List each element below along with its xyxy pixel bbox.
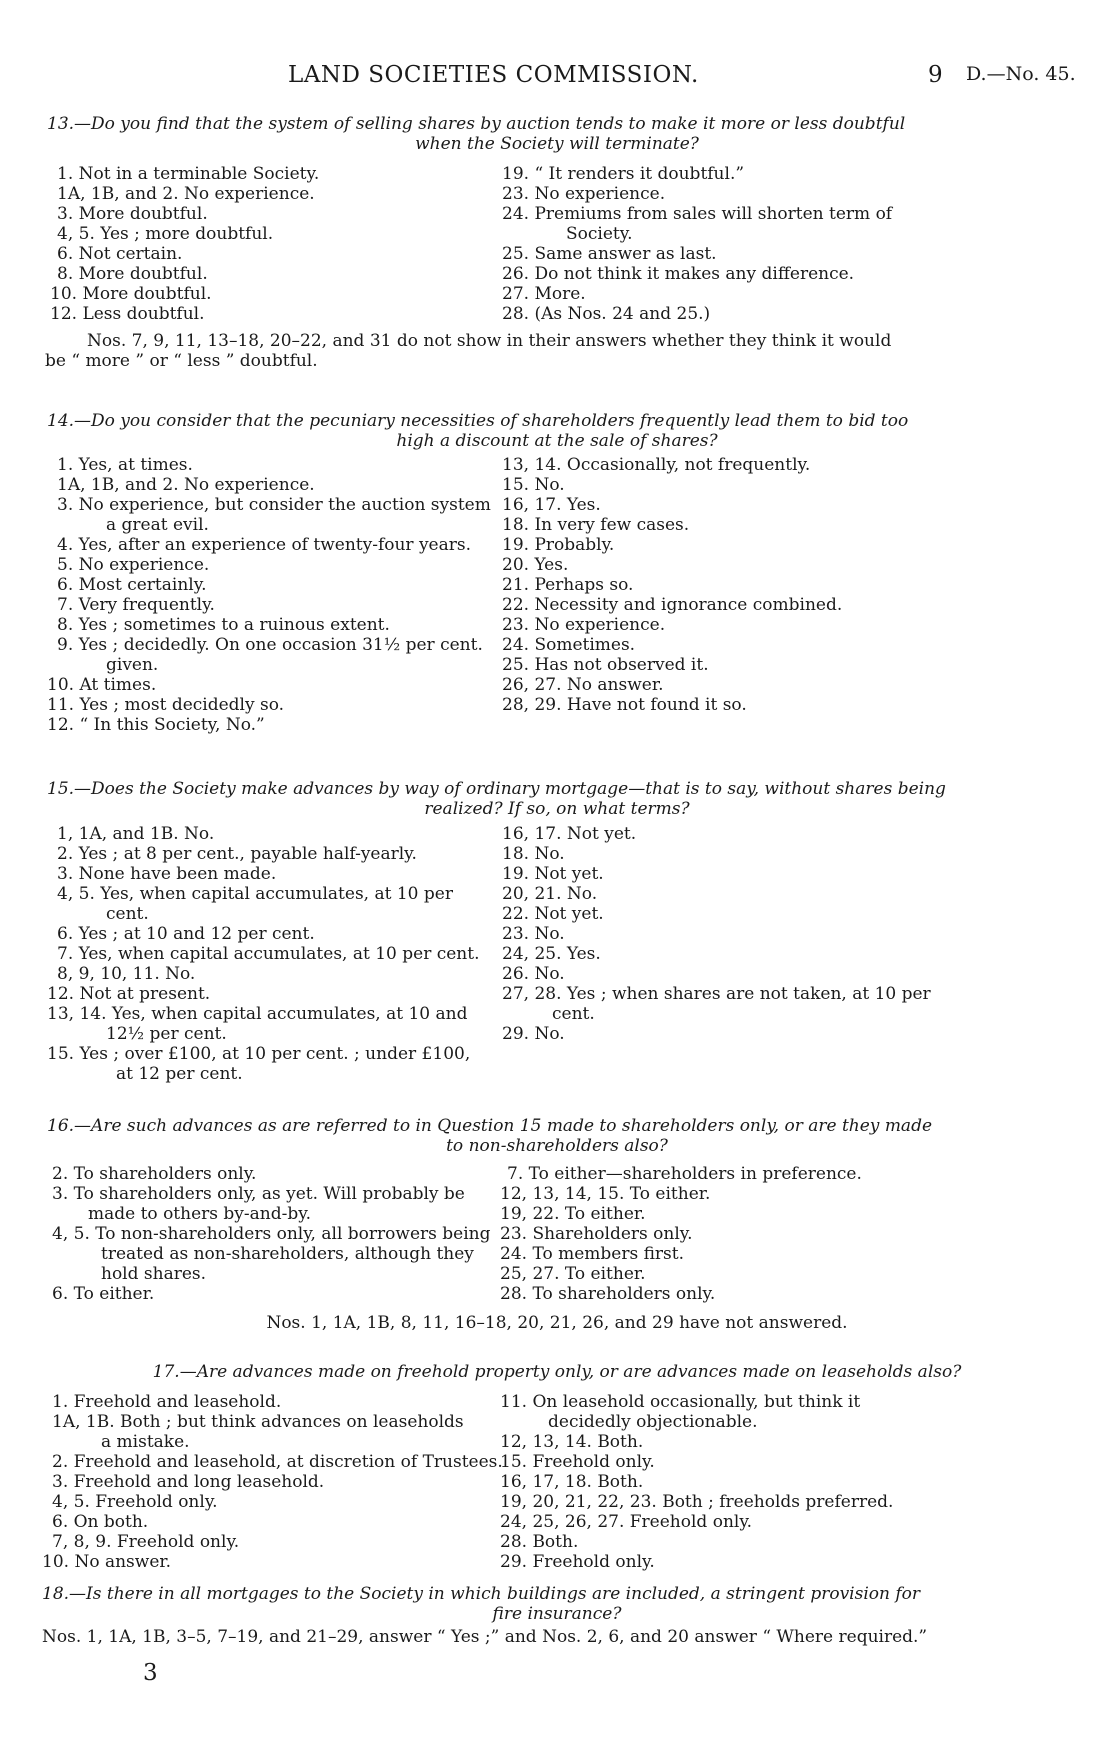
answer-item: 4. Yes, after an experience of twenty-four years. — [57, 535, 472, 555]
answer-item: 27, 28. Yes ; when shares are not taken, at 10 per — [502, 984, 931, 1004]
answer-item: 18. No. — [502, 844, 565, 864]
answer-item: 26. Do not think it makes any difference. — [502, 264, 855, 284]
answer-item: 28, 29. Have not found it so. — [502, 695, 747, 715]
answer-item: 29. No. — [502, 1024, 565, 1044]
answer-item: 23. No experience. — [502, 184, 666, 204]
answer-item: given. — [106, 655, 159, 675]
answer-item: 13, 14. Occasionally, not frequently. — [502, 455, 811, 475]
answer-item: 6. Most certainly. — [57, 575, 207, 595]
answer-item: 19. Not yet. — [502, 864, 604, 884]
answer-item: 15. Freehold only. — [500, 1452, 655, 1472]
question-14-continued: high a discount at the sale of shares? — [396, 431, 718, 451]
answer-item: 6. Yes ; at 10 and 12 per cent. — [57, 924, 315, 944]
question-16-note: Nos. 1, 1A, 1B, 8, 11, 16–18, 20, 21, 26, and 29 have not answered. — [266, 1313, 848, 1333]
answer-item: 27. More. — [502, 284, 586, 304]
answer-item: 4, 5. Yes ; more doubtful. — [57, 224, 274, 244]
question-14: 14.—Do you consider that the pecuniary necessities of shareholders frequently lead them to bid too — [47, 411, 909, 431]
answer-item: 7. Yes, when capital accumulates, at 10 per cent. — [57, 944, 480, 964]
answer-item: hold shares. — [101, 1264, 207, 1284]
answer-item: 24. Premiums from sales will shorten term of — [502, 204, 893, 224]
answer-item: 24. To members first. — [500, 1244, 685, 1264]
answer-item: 25. Has not observed it. — [502, 655, 709, 675]
document-reference: D.—No. 45. — [966, 63, 1076, 85]
question-17: 17.—Are advances made on freehold property only, or are advances made on leaseholds also? — [152, 1362, 962, 1382]
answer-item: 10. More doubtful. — [50, 284, 212, 304]
page-header-title: LAND SOCIETIES COMMISSION. — [288, 62, 699, 88]
answer-item: 13, 14. Yes, when capital accumulates, at 10 and — [47, 1004, 468, 1024]
question-15-continued: realized? If so, on what terms? — [424, 799, 690, 819]
answer-item: 23. No experience. — [502, 615, 666, 635]
answer-item: 26. No. — [502, 964, 565, 984]
answer-item: 6. Not certain. — [57, 244, 183, 264]
answer-item: 11. Yes ; most decidedly so. — [47, 695, 285, 715]
answer-item: 21. Perhaps so. — [502, 575, 634, 595]
answer-item: 1A, 1B, and 2. No experience. — [57, 475, 315, 495]
answer-item: 1A, 1B, and 2. No experience. — [57, 184, 315, 204]
answer-item: 15. No. — [502, 475, 565, 495]
answer-item: 12. Not at present. — [47, 984, 211, 1004]
answer-item: 2. To shareholders only. — [52, 1164, 257, 1184]
answer-item: 8, 9, 10, 11. No. — [57, 964, 196, 984]
answer-item: 10. No answer. — [42, 1552, 172, 1572]
question-15: 15.—Does the Society make advances by way of ordinary mortgage—that is to say, without shares being — [47, 779, 946, 799]
answer-item: 24, 25. Yes. — [502, 944, 601, 964]
question-13-note: Nos. 7, 9, 11, 13–18, 20–22, and 31 do not show in their answers whether they think it would — [87, 331, 892, 351]
answer-item: 3. Freehold and long leasehold. — [52, 1472, 325, 1492]
answer-item: 9. Yes ; decidedly. On one occasion 31½ per cent. — [57, 635, 483, 655]
answer-item: 19. Probably. — [502, 535, 615, 555]
answer-item: 18. In very few cases. — [502, 515, 690, 535]
answer-item: 20. Yes. — [502, 555, 569, 575]
answer-item: 7. To either—shareholders in preference. — [507, 1164, 862, 1184]
answer-item: 1, 1A, and 1B. No. — [57, 824, 215, 844]
answer-item: 16, 17, 18. Both. — [500, 1472, 644, 1492]
answer-item: 10. At times. — [47, 675, 157, 695]
answer-item: 29. Freehold only. — [500, 1552, 655, 1572]
question-18-note: Nos. 1, 1A, 1B, 3–5, 7–19, and 21–29, answer “ Yes ;” and Nos. 2, 6, and 20 answer “ Where required.” — [42, 1627, 928, 1647]
answer-item: 23. Shareholders only. — [500, 1224, 693, 1244]
answer-item: 5. No experience. — [57, 555, 210, 575]
signature-mark: 3 — [143, 1660, 158, 1686]
answer-item: Society. — [566, 224, 633, 244]
answer-item: 19, 22. To either. — [500, 1204, 646, 1224]
answer-item: 2. Freehold and leasehold, at discretion of Trustees. — [52, 1452, 503, 1472]
answer-item: cent. — [106, 904, 149, 924]
answer-item: 19, 20, 21, 22, 23. Both ; freeholds preferred. — [500, 1492, 894, 1512]
question-18: 18.—Is there in all mortgages to the Society in which buildings are included, a stringent provision for — [42, 1584, 921, 1604]
answer-item: 20, 21. No. — [502, 884, 598, 904]
answer-item: a great evil. — [106, 515, 209, 535]
answer-item: 1. Yes, at times. — [57, 455, 193, 475]
answer-item: 8. More doubtful. — [57, 264, 208, 284]
question-18-continued: fire insurance? — [492, 1604, 622, 1624]
answer-item: 25. Same answer as last. — [502, 244, 717, 264]
answer-item: 12. “ In this Society, No.” — [47, 715, 265, 735]
answer-item: made to others by-and-by. — [88, 1204, 311, 1224]
answer-item: 7. Very frequently. — [57, 595, 215, 615]
question-13: 13.—Do you find that the system of selling shares by auction tends to make it more or less doubtful — [47, 114, 906, 134]
answer-item: 22. Not yet. — [502, 904, 604, 924]
answer-item: 12, 13, 14, 15. To either. — [500, 1184, 711, 1204]
answer-item: 4, 5. Freehold only. — [52, 1492, 218, 1512]
answer-item: 19. “ It renders it doubtful.” — [502, 164, 745, 184]
page-number: 9 — [928, 62, 943, 88]
answer-item: 12. Less doubtful. — [50, 304, 205, 324]
answer-item: 1. Not in a terminable Society. — [57, 164, 320, 184]
answer-item: at 12 per cent. — [116, 1064, 243, 1084]
answer-item: 2. Yes ; at 8 per cent., payable half-yearly. — [57, 844, 417, 864]
answer-item: decidedly objectionable. — [548, 1412, 758, 1432]
answer-item: 16, 17. Yes. — [502, 495, 601, 515]
question-13-continued: when the Society will terminate? — [415, 134, 699, 154]
answer-item: 3. None have been made. — [57, 864, 277, 884]
answer-item: 24, 25, 26, 27. Freehold only. — [500, 1512, 753, 1532]
answer-item: 24. Sometimes. — [502, 635, 636, 655]
answer-item: 3. More doubtful. — [57, 204, 208, 224]
answer-item: 28. To shareholders only. — [500, 1284, 716, 1304]
answer-item: cent. — [552, 1004, 595, 1024]
answer-item: 6. To either. — [52, 1284, 155, 1304]
answer-item: treated as non-shareholders, although they — [101, 1244, 474, 1264]
answer-item: 28. (As Nos. 24 and 25.) — [502, 304, 711, 324]
answer-item: 3. To shareholders only, as yet. Will probably be — [52, 1184, 465, 1204]
answer-item: 4, 5. Yes, when capital accumulates, at 10 per — [57, 884, 453, 904]
answer-item: 3. No experience, but consider the auction system — [57, 495, 491, 515]
question-16-continued: to non-shareholders also? — [446, 1136, 668, 1156]
answer-item: 25, 27. To either. — [500, 1264, 646, 1284]
answer-item: 7, 8, 9. Freehold only. — [52, 1532, 240, 1552]
answer-item: 23. No. — [502, 924, 565, 944]
question-13-note-continued: be “ more ” or “ less ” doubtful. — [45, 351, 318, 371]
answer-item: a mistake. — [101, 1432, 190, 1452]
answer-item: 26, 27. No answer. — [502, 675, 664, 695]
answer-item: 15. Yes ; over £100, at 10 per cent. ; under £100, — [47, 1044, 471, 1064]
answer-item: 6. On both. — [52, 1512, 149, 1532]
answer-item: 16, 17. Not yet. — [502, 824, 637, 844]
answer-item: 1A, 1B. Both ; but think advances on leaseholds — [52, 1412, 464, 1432]
answer-item: 11. On leasehold occasionally, but think it — [500, 1392, 861, 1412]
answer-item: 12½ per cent. — [106, 1024, 227, 1044]
answer-item: 28. Both. — [500, 1532, 579, 1552]
answer-item: 12, 13, 14. Both. — [500, 1432, 644, 1452]
answer-item: 22. Necessity and ignorance combined. — [502, 595, 843, 615]
question-16: 16.—Are such advances as are referred to in Question 15 made to shareholders only, or are they made — [47, 1116, 933, 1136]
answer-item: 8. Yes ; sometimes to a ruinous extent. — [57, 615, 390, 635]
answer-item: 4, 5. To non-shareholders only, all borrowers being — [52, 1224, 491, 1244]
answer-item: 1. Freehold and leasehold. — [52, 1392, 282, 1412]
